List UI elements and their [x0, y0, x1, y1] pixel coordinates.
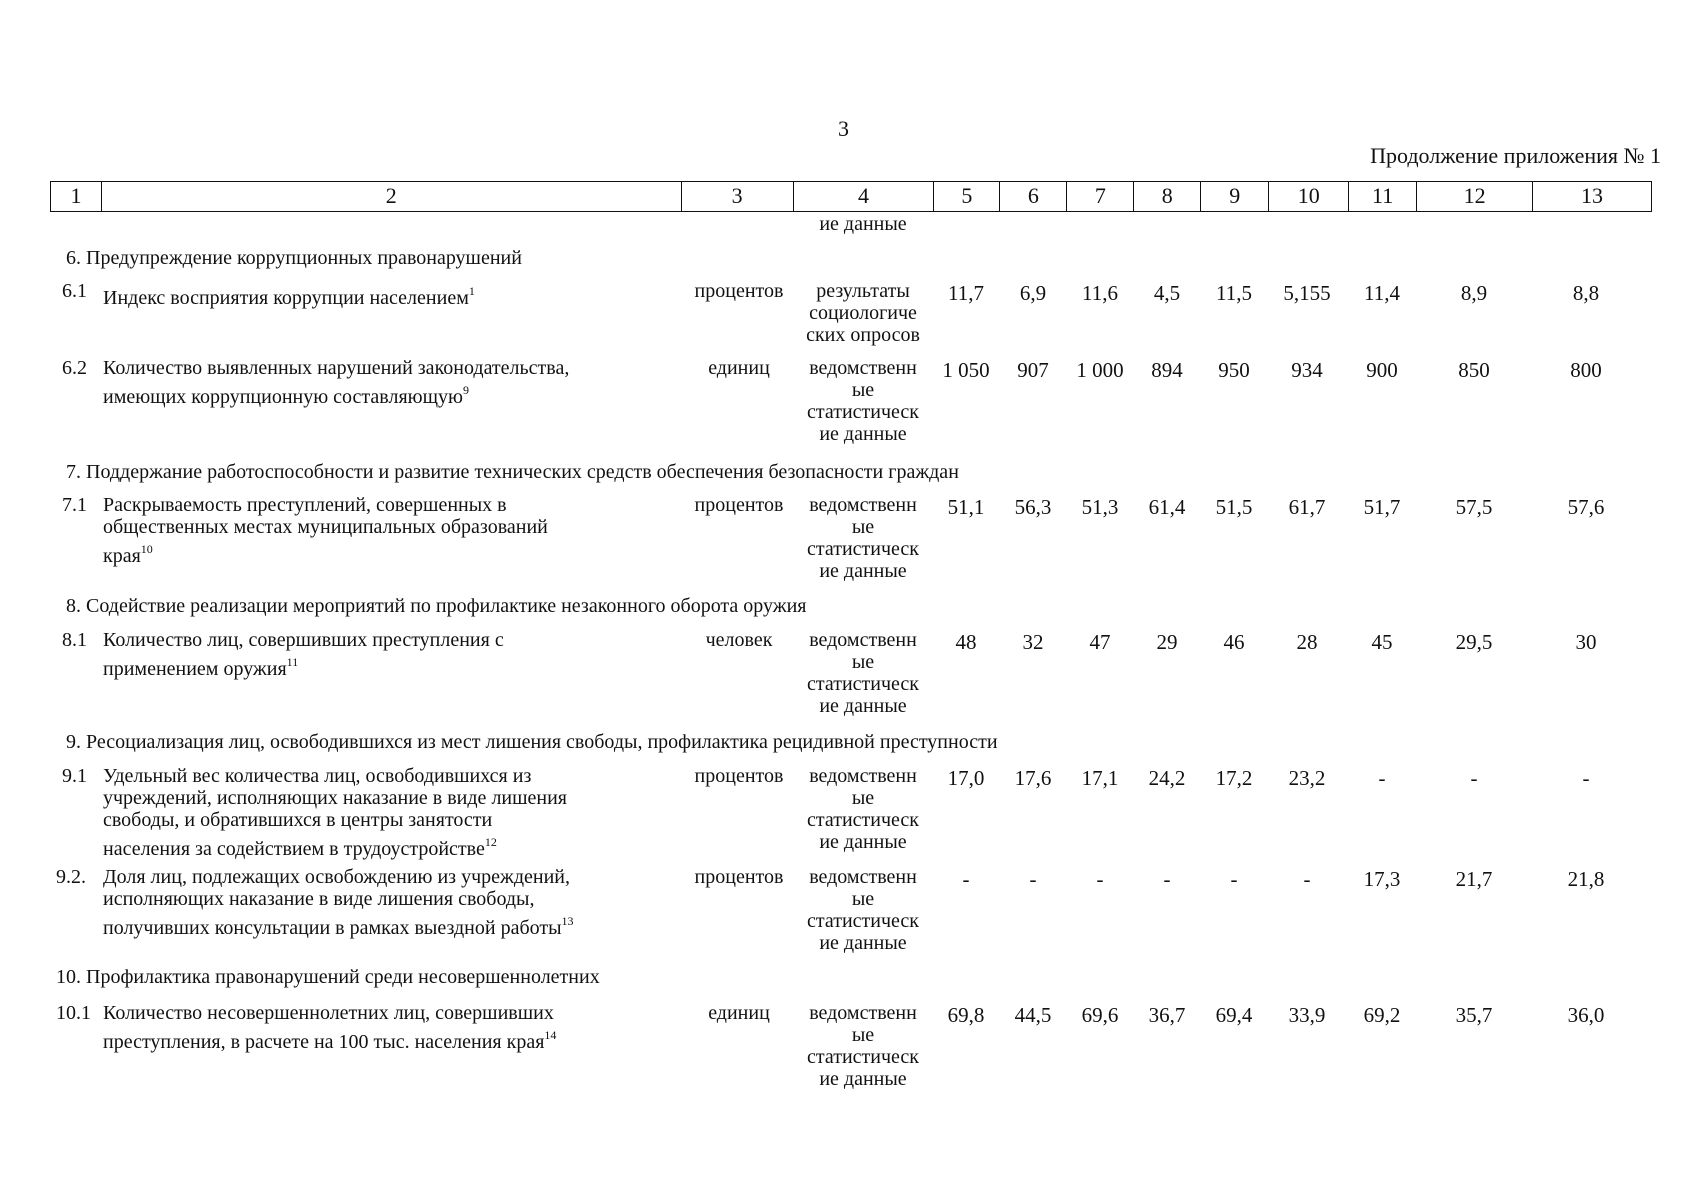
value-cell: 1 000 — [1076, 358, 1124, 382]
footnote-ref: 10 — [140, 542, 153, 556]
value-cell: - — [1230, 867, 1238, 891]
value-cell: 8,8 — [1572, 281, 1600, 305]
value-cell: 69,6 — [1081, 1003, 1119, 1027]
source-cell — [793, 1002, 933, 1090]
value-cell: - — [1378, 766, 1386, 790]
footnote-ref: 12 — [484, 835, 497, 849]
header-col-9: 9 — [1201, 182, 1269, 211]
footnote-ref: 9 — [462, 383, 469, 397]
value-cell: 57,5 — [1455, 495, 1493, 519]
section-heading-9 — [66, 731, 998, 753]
value-cell: 850 — [1458, 358, 1490, 382]
indicator-name — [103, 357, 569, 408]
value-cell: 69,4 — [1215, 1003, 1253, 1027]
header-col-11: 11 — [1349, 182, 1417, 211]
source-line: статистическ — [806, 538, 919, 560]
carryover-source: ие данные — [819, 213, 907, 235]
value-cell: 23,2 — [1288, 766, 1326, 790]
header-col-10: 10 — [1269, 182, 1349, 211]
indicator-line: преступления, в расчете на 100 тыс. населения края$^{14}$ — [103, 1028, 557, 1053]
value-cell: 51,1 — [947, 495, 985, 519]
indicator-name — [103, 280, 475, 309]
value-cell: 36,0 — [1567, 1003, 1605, 1027]
indicator-line: Количество выявленных нарушений законодательства, — [103, 357, 570, 379]
source-line: ских опросов — [806, 324, 920, 346]
value-cell: 69,2 — [1363, 1003, 1401, 1027]
value-cell: 17,1 — [1081, 766, 1119, 790]
value-cell: 61,7 — [1288, 495, 1326, 519]
indicator-line: имеющих коррупционную составляющую$^9$ — [103, 383, 469, 408]
source-line: ведомственн — [809, 1002, 917, 1024]
value-cell: 47 — [1089, 630, 1111, 654]
value-cell: - — [1303, 867, 1311, 891]
value-cell: 950 — [1218, 358, 1250, 382]
source-line: ые — [851, 888, 875, 910]
page-number: 3 — [838, 116, 849, 141]
row-number: 8.1 — [62, 629, 87, 651]
section-heading-8 — [66, 595, 807, 617]
source-line: ие данные — [819, 695, 907, 717]
row-number: 10.1 — [56, 1002, 91, 1024]
section-title: Профилактика правонарушений среди несовершеннолетних — [86, 966, 600, 988]
source-line: статистическ — [806, 401, 919, 423]
source-line: ые — [851, 787, 875, 809]
unit-cell: процентов — [694, 494, 784, 516]
value-cell: 29 — [1156, 630, 1178, 654]
value-cell: 46 — [1223, 630, 1245, 654]
value-cell: 4,5 — [1153, 281, 1181, 305]
header-col-12: 12 — [1417, 182, 1533, 211]
header-col-6: 6 — [1000, 182, 1067, 211]
source-line: ведомственн — [809, 357, 917, 379]
value-cell: - — [1582, 766, 1590, 790]
footnote-ref: 13 — [561, 914, 574, 928]
value-cell: 48 — [955, 630, 977, 654]
value-cell: - — [1163, 867, 1171, 891]
indicator-line: получивших консультации в рамках выездной работы$^{13}$ — [103, 914, 574, 939]
source-line: ведомственн — [809, 765, 917, 787]
indicator-line: края$^{10}$ — [103, 542, 153, 567]
value-cell: 35,7 — [1455, 1003, 1493, 1027]
indicator-line: Индекс восприятия коррупции населением$^1$ — [103, 284, 475, 309]
value-cell: 57,6 — [1567, 495, 1605, 519]
source-line: ые — [851, 516, 875, 538]
footnote-ref: 11 — [286, 655, 299, 669]
unit-cell: человек — [705, 629, 773, 651]
source-line: ведомственн — [809, 494, 917, 516]
value-cell: 900 — [1366, 358, 1398, 382]
indicator-line: населения за содействием в трудоустройстве$^{12}$ — [103, 835, 497, 860]
source-line: статистическ — [806, 809, 919, 831]
value-cell: 934 — [1291, 358, 1323, 382]
indicator-line: Раскрываемость преступлений, совершенных в — [103, 494, 507, 516]
indicator-line: исполняющих наказание в виде лишения свободы, — [103, 888, 535, 910]
value-cell: 24,2 — [1148, 766, 1186, 790]
footnote-ref: 14 — [544, 1028, 557, 1042]
source-line: статистическ — [806, 910, 919, 932]
header-col-1: 1 — [51, 182, 102, 211]
source-cell — [793, 629, 933, 717]
source-line: ведомственн — [809, 866, 917, 888]
header-col-4: 4 — [794, 182, 935, 211]
value-cell: 21,8 — [1567, 867, 1605, 891]
source-cell — [793, 494, 933, 582]
indicator-line: общественных местах муниципальных образований — [103, 516, 548, 538]
indicator-line: учреждений, исполняющих наказание в виде лишения — [103, 787, 568, 809]
value-cell: 56,3 — [1014, 495, 1052, 519]
value-cell: 11,7 — [948, 281, 984, 305]
unit-cell: единиц — [708, 357, 770, 379]
value-cell: 21,7 — [1455, 867, 1493, 891]
row-number: 9.2. — [56, 866, 86, 888]
section-number: 10. — [56, 966, 81, 988]
unit-cell: процентов — [694, 280, 784, 302]
source-line: ведомственн — [809, 629, 917, 651]
value-cell: 44,5 — [1014, 1003, 1052, 1027]
source-cell — [793, 866, 933, 954]
header-col-5: 5 — [934, 182, 1000, 211]
source-cell — [793, 765, 933, 853]
value-cell: - — [1470, 766, 1478, 790]
value-cell: 29,5 — [1455, 630, 1493, 654]
footnote-ref: 1 — [468, 284, 475, 298]
indicator-line: Удельный вес количества лиц, освободившихся из — [103, 765, 532, 787]
source-line: ие данные — [819, 1068, 907, 1090]
header-col-13: 13 — [1581, 183, 1603, 208]
source-line: ие данные — [819, 423, 907, 445]
indicator-name — [103, 866, 574, 939]
section-title: Ресоциализация лиц, освободившихся из мест лишения свободы, профилактика рецидивной преступности — [86, 731, 998, 753]
value-cell: 17,2 — [1215, 766, 1253, 790]
value-cell: 8,9 — [1460, 281, 1488, 305]
source-line: статистическ — [806, 1046, 919, 1068]
header-col-2: 2 — [102, 182, 682, 211]
value-cell: - — [1096, 867, 1104, 891]
table-header-row — [50, 181, 1652, 212]
value-cell: 11,6 — [1082, 281, 1118, 305]
indicator-line: Количество несовершеннолетних лиц, совершивших — [103, 1002, 554, 1024]
continuation-label: Продолжение приложения № 1 — [1370, 143, 1661, 168]
value-cell: 51,7 — [1363, 495, 1401, 519]
unit-cell: единиц — [708, 1002, 770, 1024]
section-number: 7. — [66, 461, 81, 483]
value-cell: 6,9 — [1019, 281, 1047, 305]
value-cell: 51,3 — [1081, 495, 1119, 519]
value-cell: 17,3 — [1363, 867, 1401, 891]
value-cell: 32 — [1022, 630, 1044, 654]
section-number: 6. — [66, 247, 81, 269]
section-title: Предупреждение коррупционных правонарушений — [86, 247, 522, 269]
value-cell: 30 — [1575, 630, 1597, 654]
source-cell — [793, 280, 933, 346]
indicator-line: Доля лиц, подлежащих освобождению из учреждений, — [103, 866, 571, 888]
row-number: 6.1 — [62, 280, 87, 302]
value-cell: 36,7 — [1148, 1003, 1186, 1027]
value-cell: 11,4 — [1364, 281, 1400, 305]
header-col-3: 3 — [682, 182, 794, 211]
row-number: 9.1 — [62, 765, 87, 787]
row-number: 7.1 — [62, 494, 87, 516]
source-line: ие данные — [819, 831, 907, 853]
value-cell: 28 — [1296, 630, 1318, 654]
value-cell: 45 — [1371, 630, 1393, 654]
unit-cell: процентов — [694, 866, 784, 888]
value-cell: 33,9 — [1288, 1003, 1326, 1027]
source-line: ие данные — [819, 560, 907, 582]
value-cell: 69,8 — [947, 1003, 985, 1027]
source-line: статистическ — [806, 673, 919, 695]
value-cell: - — [962, 867, 970, 891]
value-cell: 17,0 — [947, 766, 985, 790]
value-cell: 907 — [1017, 358, 1049, 382]
source-line: ые — [851, 379, 875, 401]
indicator-line: Количество лиц, совершивших преступления с — [103, 629, 504, 651]
indicator-name — [103, 765, 567, 860]
source-line: социологиче — [809, 302, 917, 324]
value-cell: 11,5 — [1216, 281, 1252, 305]
value-cell: 5,155 — [1283, 281, 1331, 305]
source-line: ые — [851, 651, 875, 673]
header-col-8: 8 — [1134, 182, 1201, 211]
source-line: ые — [851, 1024, 875, 1046]
value-cell: 1 050 — [942, 358, 990, 382]
section-number: 8. — [66, 595, 81, 617]
section-heading-10 — [56, 966, 600, 988]
indicator-line: свободы, и обратившихся в центры занятости — [103, 809, 493, 831]
value-cell: 51,5 — [1215, 495, 1253, 519]
value-cell: 17,6 — [1014, 766, 1052, 790]
source-line: результаты — [816, 280, 910, 302]
row-number: 6.2 — [62, 357, 87, 379]
value-cell: 894 — [1151, 358, 1183, 382]
section-heading-7 — [66, 461, 959, 483]
value-cell: 800 — [1570, 358, 1602, 382]
indicator-line: применением оружия$^{11}$ — [103, 655, 299, 680]
indicator-name — [103, 494, 548, 567]
source-cell — [793, 357, 933, 445]
indicator-name — [103, 1002, 556, 1053]
section-number: 9. — [66, 731, 81, 753]
indicator-name — [103, 629, 504, 680]
value-cell: 61,4 — [1148, 495, 1186, 519]
header-col-7: 7 — [1067, 182, 1134, 211]
unit-cell: процентов — [694, 765, 784, 787]
section-title: Содействие реализации мероприятий по профилактике незаконного оборота оружия — [86, 595, 807, 617]
value-cell: - — [1029, 867, 1037, 891]
section-title: Поддержание работоспособности и развитие технических средств обеспечения безопасности граждан — [86, 461, 959, 483]
section-heading-6 — [66, 247, 522, 269]
source-line: ие данные — [819, 932, 907, 954]
